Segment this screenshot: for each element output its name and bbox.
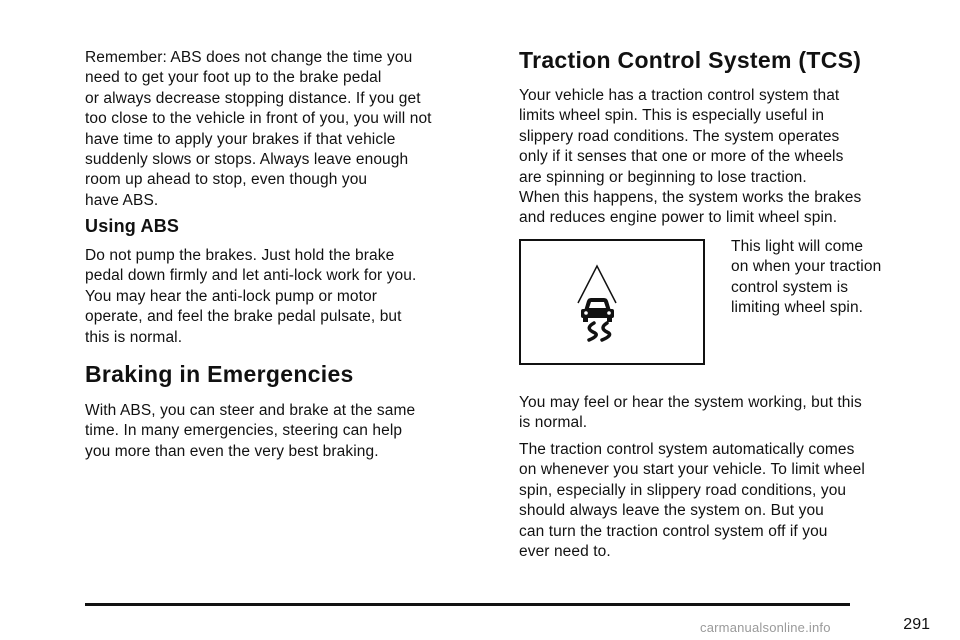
tcs-intro-paragraph: Your vehicle has a traction control system that limits wheel spin. This is especially useful in slippery road conditions. The system operates only if it senses that one or more of the wheels are spinning or beginning to lose traction. When this happens, the system works the brakes and reduces engine power to limit wheel spin.	[519, 87, 862, 227]
tcs-light-caption: This light will come on when your traction control system is limiting wheel spin.	[731, 238, 882, 317]
traction-control-warning-icon	[521, 241, 703, 363]
footer-rule	[85, 603, 850, 606]
watermark: carmanualsonline.info	[700, 620, 831, 635]
page-number: 291	[903, 616, 930, 633]
braking-emergencies-paragraph: With ABS, you can steer and brake at the same time. In many emergencies, steering can help you more than even the very best braking.	[85, 402, 416, 460]
using-abs-paragraph: Do not pump the brakes. Just hold the brake pedal down firmly and let anti-lock work for you. You may hear the anti-lock pump or motor operate, and feel the brake pedal pulsate, but this is normal.	[85, 247, 417, 346]
tcs-heading: Traction Control System (TCS)	[519, 47, 862, 73]
feel-hear-paragraph: You may feel or hear the system working, but this is normal.	[519, 394, 862, 432]
tcs-light-figure	[519, 239, 705, 365]
remember-paragraph: Remember: ABS does not change the time you need to get your foot up to the brake pedal or always decrease stopping distance. If you get too close to the vehicle in front of you, you will not have time to apply your brakes if that vehicle suddenly slows or stops. Always leave enough room up ahead to stop, even though you have ABS.	[85, 49, 432, 209]
using-abs-heading: Using ABS	[85, 216, 180, 236]
automatic-tcs-paragraph: The traction control system automatically comes on whenever you start your vehicle. To limit wheel spin, especially in slippery road conditions, you should always leave the system on. But you can turn the traction control system off if you ever need to.	[519, 441, 865, 561]
braking-emergencies-heading: Braking in Emergencies	[85, 361, 354, 387]
